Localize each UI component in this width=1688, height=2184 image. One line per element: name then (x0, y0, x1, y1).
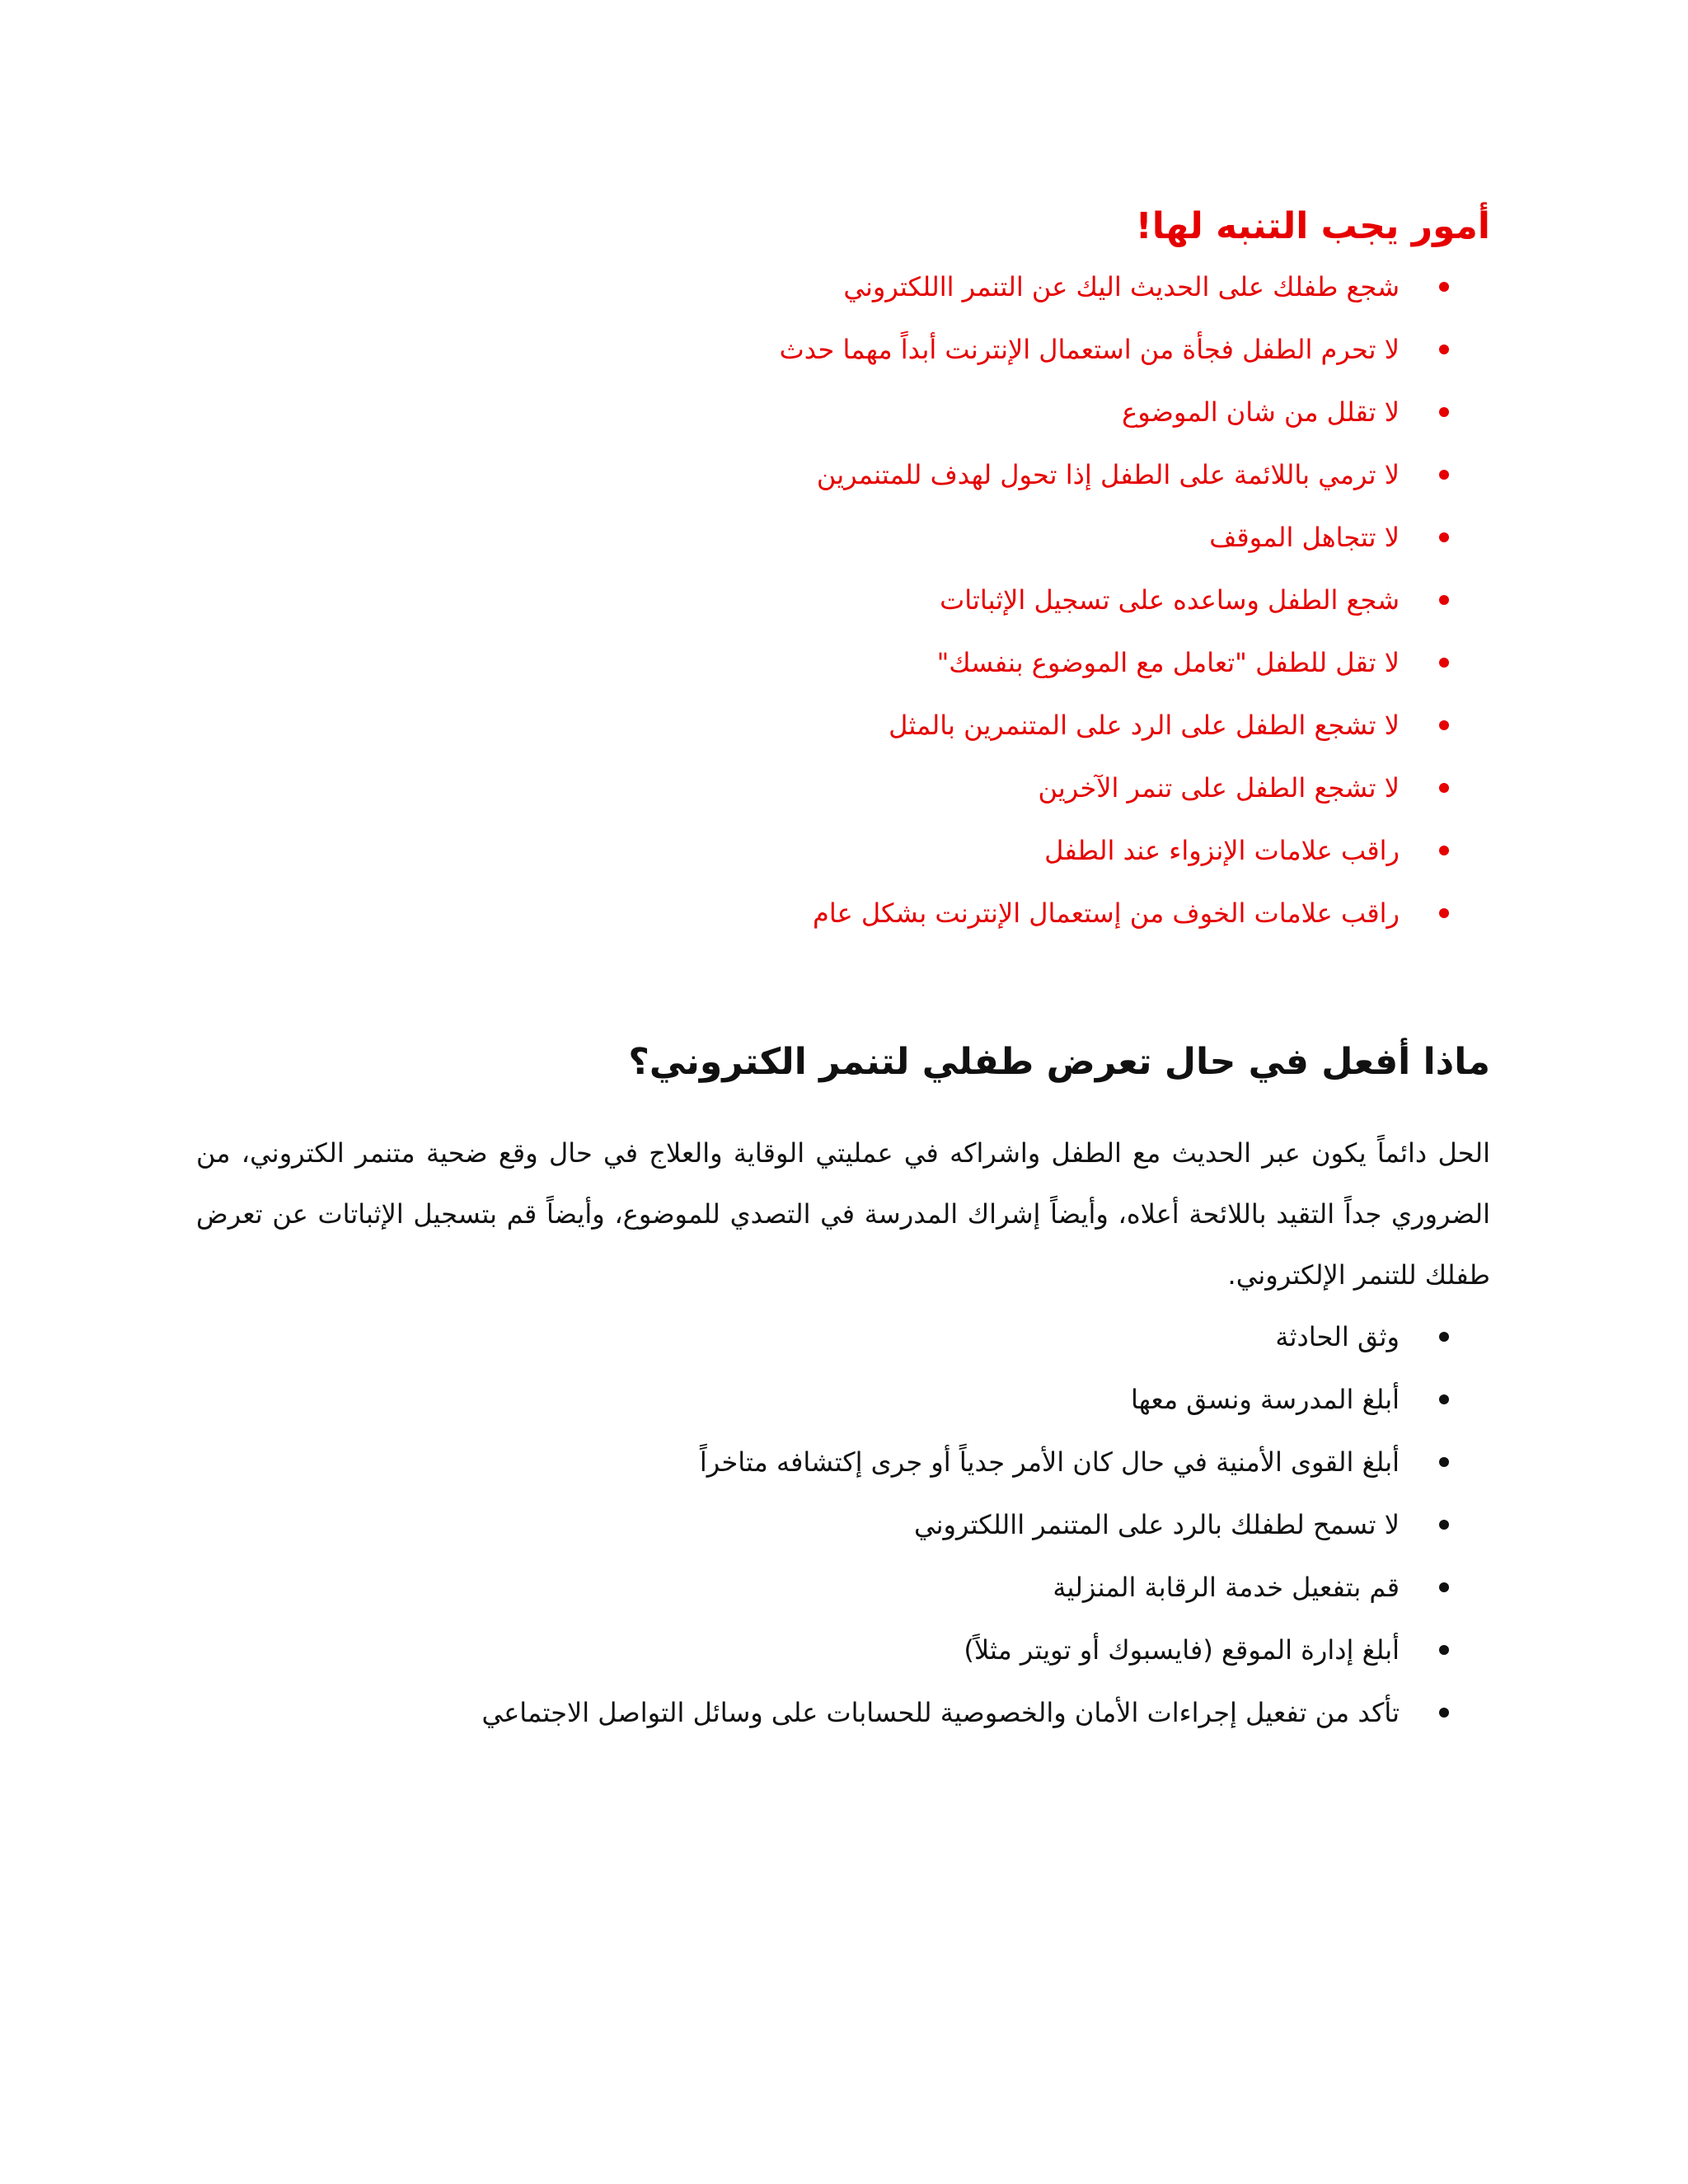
bullet-icon (1439, 470, 1449, 480)
bullet-icon (1439, 783, 1449, 793)
bullet-icon (1439, 908, 1449, 918)
list-item (196, 1556, 1490, 1619)
list-item (196, 631, 1490, 694)
list-item-text: لا تتجاهل الموقف (1209, 522, 1400, 553)
list-item (196, 255, 1490, 318)
list-item-text: لا تشجع الطفل على الرد على المتنمرين بالمثل (889, 710, 1400, 741)
list-item (196, 569, 1490, 631)
bullet-icon (1439, 532, 1449, 542)
list-item-text: راقب علامات الإنزواء عند الطفل (1044, 835, 1400, 866)
list-item-text: أبلغ إدارة الموقع (فايسبوك أو تويتر مثلاً) (964, 1634, 1400, 1666)
list-item (196, 1431, 1490, 1493)
list-item-text: قم بتفعيل خدمة الرقابة المنزلية (1053, 1572, 1400, 1603)
help-paragraph: الحل دائماً يكون عبر الحديث مع الطفل واشراكه في عمليتي الوقاية والعلاج في حال وقع ضحية متنمر الكتروني، من الضروري جداً التقيد باللائحة أعلاه، وأيضاً إشراك المدرسة في التصدي للموضوع، وأيضاً قم بتسجيل الإثباتات عن تعرض طفلك للتنمر الإلكتروني. (196, 1137, 1490, 1291)
bullet-icon (1439, 1457, 1449, 1467)
list-item-text: لا تحرم الطفل فجأة من استعمال الإنترنت أبداً مهما حدث (779, 334, 1400, 365)
help-list (196, 1305, 1490, 1744)
list-item (196, 1619, 1490, 1681)
list-item-text: أبلغ المدرسة ونسق معها (1131, 1384, 1400, 1415)
list-item (196, 757, 1490, 819)
bullet-icon (1439, 720, 1449, 730)
list-item (196, 506, 1490, 569)
bullet-icon (1439, 1332, 1449, 1342)
list-item (196, 1681, 1490, 1744)
list-item (196, 381, 1490, 443)
bullet-icon (1439, 658, 1449, 668)
list-item-text: لا تسمح لطفلك بالرد على المتنمر االلكتروني (913, 1509, 1400, 1540)
bullet-icon (1439, 344, 1449, 354)
list-item (196, 882, 1490, 944)
list-item-text: تأكد من تفعيل إجراءات الأمان والخصوصية للحسابات على وسائل التواصل الاجتماعي (481, 1697, 1400, 1728)
bullet-icon (1439, 1645, 1449, 1655)
list-item-text: لا ترمي باللائمة على الطفل إذا تحول لهدف للمتنمرين (816, 459, 1400, 490)
bullet-icon (1439, 407, 1449, 417)
warning-section-title: أمور يجب التنبه لها! (1135, 205, 1490, 247)
bullet-icon (1439, 1582, 1449, 1592)
bullet-icon (1439, 1520, 1449, 1530)
list-item (196, 694, 1490, 757)
bullet-icon (1439, 1708, 1449, 1718)
list-item (196, 318, 1490, 381)
list-item-text: شجع الطفل وساعده على تسجيل الإثباتات (940, 584, 1400, 616)
list-item (196, 819, 1490, 882)
bullet-icon (1439, 846, 1449, 855)
list-item (196, 443, 1490, 506)
bullet-icon (1439, 1394, 1449, 1404)
bullet-icon (1439, 282, 1449, 292)
list-item-text: لا تشجع الطفل على تنمر الآخرين (1038, 772, 1400, 804)
list-item (196, 1305, 1490, 1368)
list-item-text: شجع طفلك على الحديث اليك عن التنمر االلكتروني (843, 271, 1400, 302)
list-item (196, 1493, 1490, 1556)
bullet-icon (1439, 595, 1449, 605)
warning-list (196, 255, 1490, 944)
list-item-text: وثق الحادثة (1275, 1321, 1400, 1352)
list-item-text: لا تقل للطفل "تعامل مع الموضوع بنفسك" (936, 647, 1400, 678)
list-item-text: أبلغ القوى الأمنية في حال كان الأمر جدياً أو جرى إكتشافه متاخراً (699, 1446, 1400, 1478)
list-item-text: راقب علامات الخوف من إستعمال الإنترنت بشكل عام (813, 898, 1400, 929)
help-section-title: ماذا أفعل في حال تعرض طفلي لتنمر الكتروني؟ (628, 1041, 1490, 1083)
list-item (196, 1368, 1490, 1431)
article-content (196, 198, 1490, 1744)
list-item-text: لا تقلل من شان الموضوع (1122, 396, 1400, 428)
